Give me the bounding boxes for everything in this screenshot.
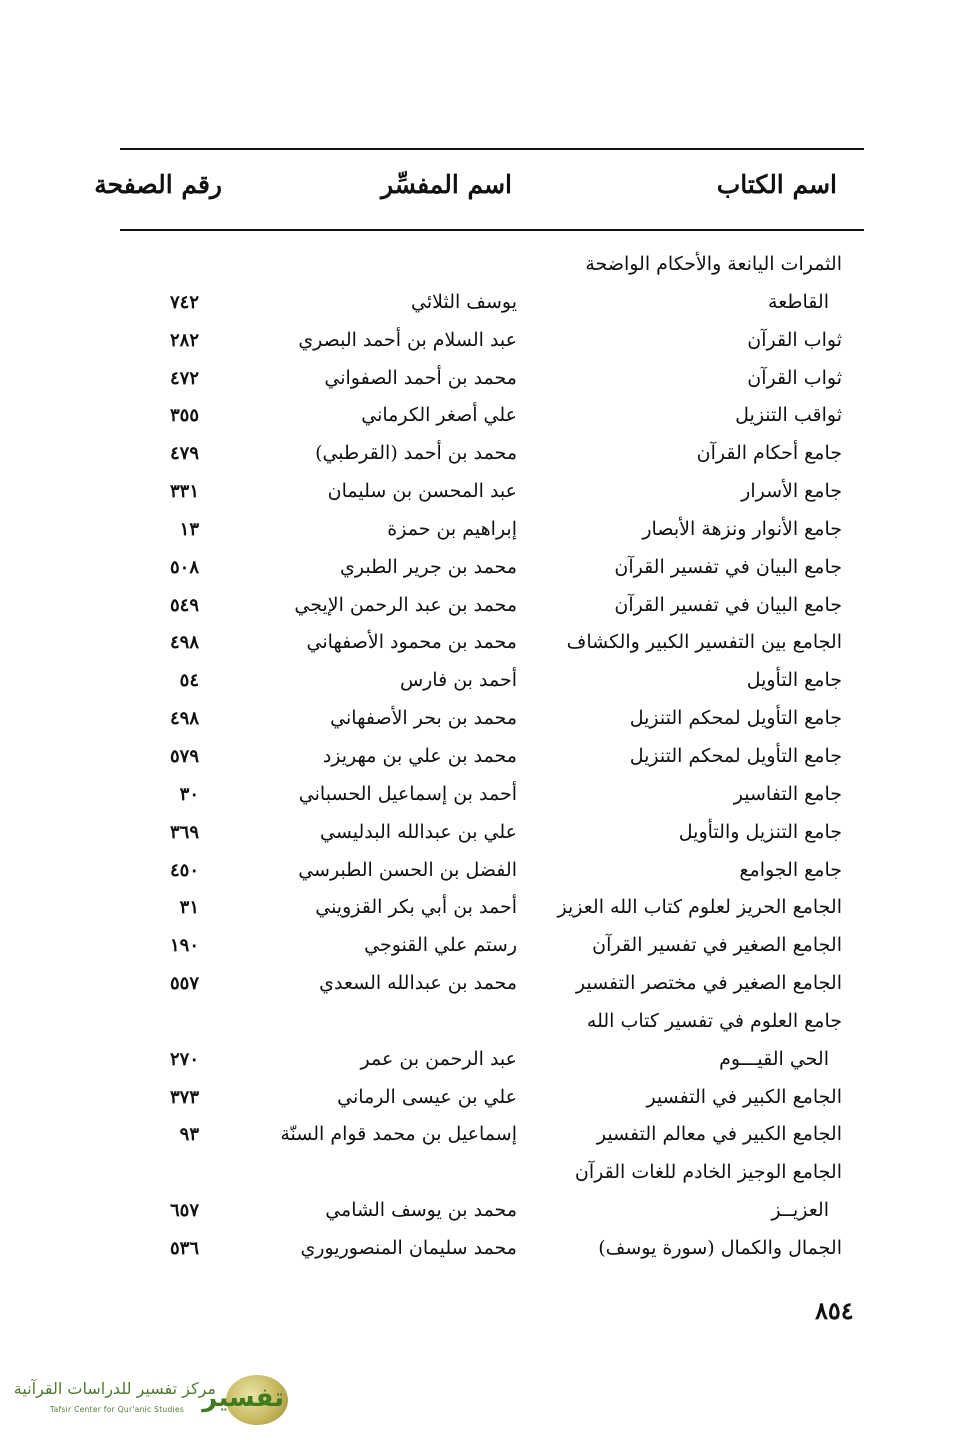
table-header-rule: [120, 229, 864, 231]
header-page-number: رقم الصفحة: [94, 170, 222, 199]
book-title: جامع البيان في تفسير القرآن: [614, 555, 842, 578]
table-row: [0, 889, 975, 927]
book-title: ثواب القرآن: [747, 328, 842, 351]
table-row: [0, 473, 975, 511]
author-name: محمد بن علي بن مهريزد: [322, 744, 517, 767]
author-name: محمد بن عبدالله السعدي: [319, 972, 517, 995]
page-ref: ٣٥٥: [169, 405, 199, 427]
book-title: ثواب القرآن: [747, 366, 842, 389]
page-ref: ٤٧٩: [169, 443, 199, 465]
table-row: [0, 511, 975, 549]
author-name: علي بن عيسى الرماني: [337, 1085, 517, 1108]
page-number: ٨٥٤: [815, 1296, 854, 1325]
book-title: جامع الأنوار ونزهة الأبصار: [642, 517, 842, 540]
book-title: جامع البيان في تفسير القرآن: [614, 593, 842, 616]
author-name: أحمد بن أبي بكر القزويني: [315, 896, 517, 919]
page-ref: ٦٥٧: [169, 1200, 199, 1222]
table-row: [0, 1230, 975, 1268]
page-ref: ٣٠: [179, 783, 199, 805]
book-title: الجامع الوجيز الخادم للغات القرآن: [574, 1161, 842, 1184]
page-ref: ٢٨٢: [169, 329, 199, 351]
page-ref: ٤٩٨: [169, 708, 199, 730]
table-row: [0, 1079, 975, 1117]
page-ref: ٣١: [179, 897, 199, 919]
page-ref: ٧٤٢: [169, 291, 199, 313]
page-ref: ١٩٠: [169, 935, 199, 957]
book-title: جامع التأويل لمحكم التنزيل: [629, 707, 842, 730]
table-row: [0, 549, 975, 587]
page-ref: ٤٩٨: [169, 632, 199, 654]
author-name: الفضل بن الحسن الطبرسي: [298, 858, 517, 881]
header-author-name: اسم المفسِّر: [381, 170, 512, 199]
book-title: جامع أحكام القرآن: [696, 442, 842, 465]
table-row: [0, 738, 975, 776]
page-ref: ٣٧٣: [169, 1086, 199, 1108]
author-name: رستم علي القنوجي: [364, 934, 517, 957]
page-ref: ٣٣١: [169, 481, 199, 503]
table-row: [0, 1116, 975, 1154]
author-name: عبد السلام بن أحمد البصري: [298, 328, 517, 351]
author-name: محمد بن جرير الطبري: [339, 555, 517, 578]
book-title: الجامع الحريز لعلوم كتاب الله العزيز: [557, 896, 842, 919]
author-name: عبد المحسن بن سليمان: [327, 480, 517, 503]
book-title: الجامع الصغير في مختصر التفسير: [575, 972, 842, 995]
logo-subtitle: Tafsir Center for Qur'anic Studies: [49, 1405, 185, 1414]
table-row: [0, 624, 975, 662]
page-ref: ٥٤٩: [169, 594, 199, 616]
book-title: العزيــز: [771, 1199, 829, 1222]
page-ref: ٢٧٠: [169, 1048, 199, 1070]
table-row: [0, 284, 975, 322]
table-row: [0, 360, 975, 398]
book-title: الجامع الكبير في معالم التفسير: [596, 1123, 842, 1146]
author-name: يوسف الثلائي: [411, 290, 517, 313]
header-book-name: اسم الكتاب: [716, 170, 837, 199]
table-row: [0, 1154, 975, 1192]
table-row: [0, 587, 975, 625]
logo-title: مركز تفسير للدراسات القرآنية: [13, 1379, 216, 1398]
author-name: أحمد بن فارس: [399, 669, 517, 692]
page-ref: ٩٣: [179, 1124, 199, 1146]
author-name: محمد بن بحر الأصفهاني: [330, 707, 517, 730]
page-ref: ٥٤: [179, 670, 199, 692]
page-ref: ١٣: [179, 518, 199, 540]
book-title: الحي القيـــوم: [719, 1047, 829, 1070]
author-name: إسماعيل بن محمد قوام السنّة: [280, 1123, 517, 1146]
book-title: الجامع الكبير في التفسير: [646, 1085, 842, 1108]
author-name: محمد سليمان المنصوريوري: [300, 1236, 517, 1259]
book-title: جامع الأسرار: [741, 480, 842, 503]
table-row: [0, 700, 975, 738]
author-name: أحمد بن إسماعيل الحسباني: [298, 782, 517, 805]
table-row: [0, 927, 975, 965]
table-row: [0, 1003, 975, 1041]
author-name: علي أصغر الكرماني: [361, 404, 517, 427]
table-row: [0, 1192, 975, 1230]
table-row: [0, 776, 975, 814]
page-ref: ٤٥٠: [169, 859, 199, 881]
author-name: علي بن عبدالله البدليسي: [319, 820, 517, 843]
table-row: [0, 435, 975, 473]
table-row: [0, 322, 975, 360]
page-ref: ٥٥٧: [169, 973, 199, 995]
page-ref: ٥٣٦: [169, 1237, 199, 1259]
logo-word: تفسير: [202, 1383, 284, 1413]
author-name: إبراهيم بن حمزة: [387, 517, 517, 540]
author-name: محمد بن محمود الأصفهاني: [306, 631, 517, 654]
table-row: [0, 1041, 975, 1079]
book-title: جامع التأويل لمحكم التنزيل: [629, 744, 842, 767]
author-name: محمد بن عبد الرحمن الإيجي: [294, 593, 517, 616]
table-row: [0, 965, 975, 1003]
book-title: ثواقب التنزيل: [735, 404, 842, 427]
author-name: محمد بن أحمد الصفواني: [324, 366, 517, 389]
book-title: القاطعة: [768, 290, 829, 313]
book-title: جامع العلوم في تفسير كتاب الله: [586, 1009, 842, 1032]
table-row: [0, 852, 975, 890]
book-title: جامع التفاسير: [733, 782, 842, 805]
book-title: جامع التنزيل والتأويل: [678, 820, 842, 843]
table-row: [0, 662, 975, 700]
tafsir-center-logo: [13, 1375, 288, 1425]
author-name: محمد بن يوسف الشامي: [325, 1199, 517, 1222]
page-ref: ٥٧٩: [169, 745, 199, 767]
book-title: جامع الجوامع: [739, 858, 842, 881]
author-name: عبد الرحمن بن عمر: [360, 1047, 517, 1070]
table-row: [0, 814, 975, 852]
page-ref: ٥٠٨: [169, 556, 199, 578]
book-title: الجامع الصغير في تفسير القرآن: [592, 934, 842, 957]
book-title: جامع التأويل: [746, 669, 842, 692]
table-row: [0, 397, 975, 435]
table-row: [0, 246, 975, 284]
page-ref: ٤٧٢: [169, 367, 199, 389]
page-ref: ٣٦٩: [169, 821, 199, 843]
author-name: محمد بن أحمد (القرطبي): [315, 442, 517, 465]
table-top-rule: [120, 148, 864, 150]
book-title: الجمال والكمال (سورة يوسف): [598, 1236, 842, 1259]
book-title: الثمرات اليانعة والأحكام الواضحة: [585, 253, 842, 275]
book-title: الجامع بين التفسير الكبير والكشاف: [566, 631, 842, 654]
index-table-body: [0, 246, 975, 1268]
